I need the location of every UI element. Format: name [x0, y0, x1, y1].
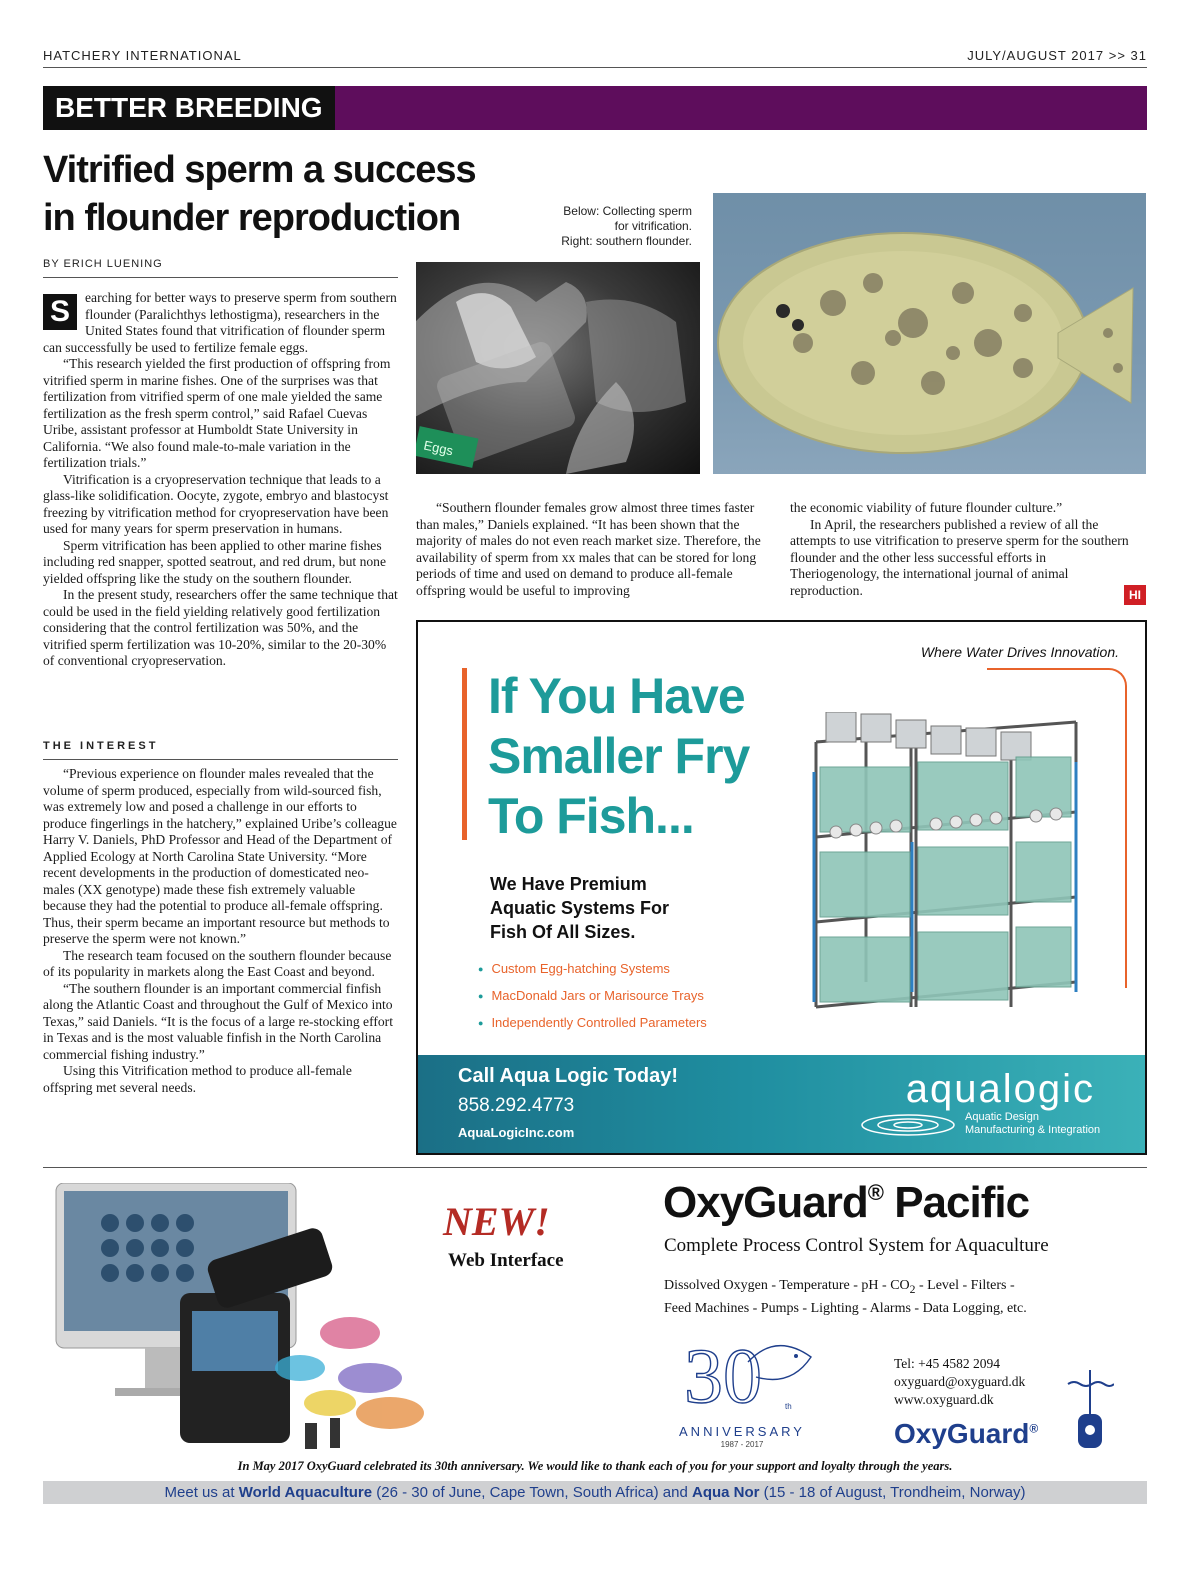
feature-list: Dissolved Oxygen - Temperature - pH - $CO_2$ - Level - Filters - Feed Machines - Pumps - Lighting - Alarms - Data Logging, etc.: [664, 1278, 1027, 1316]
oxyguard-title: OxyGuard® Pacific: [663, 1178, 1030, 1227]
paragraph: “Southern flounder females grow almost three times faster than males,” Daniels explained. “It has been shown that the majority of males do not even reach market size. Therefore, the availability of sperm from xx males that can be stored for long periods of time and used on demand to produce all-female offspring would be useful to improving: [416, 500, 761, 598]
anniversary-label: ANNIVERSARY: [679, 1424, 805, 1439]
list-item: ● Independently Controlled Parameters: [478, 1010, 707, 1037]
photo-caption: Below: Collecting sperm for vitrification. Right: southern flounder.: [561, 204, 692, 248]
logo-subtitle: Aquatic Design Manufacturing & Integration: [965, 1111, 1101, 1136]
article-column-3: [790, 500, 1130, 599]
sperm-collection-photo: [416, 262, 700, 474]
article-column-1: [43, 290, 398, 670]
oxygen-probe-icon: [1066, 1370, 1114, 1452]
contact-info: [894, 1355, 1025, 1409]
accent-bar: [462, 668, 467, 840]
issue-page: JULY/AUGUST 2017 >> 31: [967, 48, 1147, 63]
article-column-2: [416, 500, 771, 599]
paragraph: In the present study, researchers offer the same technique that could be used in the field yielding relatively good fertilization considering that the control fertilization was 50%, and the vitrified sperm fertilization was 10-20%, similar to the 20-30% of conventional cryopreservation.: [43, 587, 398, 668]
web-interface-label: Web Interface: [448, 1250, 564, 1271]
running-head: [43, 48, 1147, 68]
oxyguard-logo: OxyGuard®: [894, 1418, 1039, 1449]
byline: BY ERICH LUENING: [43, 258, 398, 278]
headline-line-1: Vitrified sperm a success: [43, 149, 476, 191]
paragraph: “This research yielded the first production of offspring from vitrified sperm in marine fishes. One of the surprises was that fertilization from vitrified sperm of one male yielded the same fertilization as the fresh sperm control,” said Rafael Cuevas Uribe, assistant professor at Humboldt State University in California. “We also found male-to-male variation in the fertilization trials.”: [43, 356, 391, 470]
water-ripple-icon: [858, 1111, 958, 1141]
list-item: ● Custom Egg-hatching Systems: [478, 956, 707, 983]
drop-cap: S: [43, 294, 77, 330]
aqualogic-ad[interactable]: [416, 620, 1147, 1155]
publication-name: HATCHERY INTERNATIONAL: [43, 48, 242, 63]
headline-line-2: in flounder reproduction: [43, 197, 461, 239]
section-label: BETTER BREEDING: [43, 86, 335, 130]
anniversary-number: 30: [684, 1332, 762, 1419]
email-link[interactable]: oxyguard@oxyguard.dk: [894, 1374, 1026, 1389]
event-banner: Meet us at World Aquaculture (26 - 30 of June, Cape Town, South Africa) and Aqua Nor (15 - 18 of August, Trondheim, Norway): [43, 1481, 1147, 1504]
eggs-label: Eggs: [422, 437, 455, 459]
article-headline: [43, 146, 493, 242]
article-column-1b: [43, 766, 398, 1096]
list-item: ● MacDonald Jars or Marisource Trays: [478, 983, 707, 1010]
paragraph: Vitrification is a cryopreservation technique that leads to a glass-like solidification. Oocyte, zygote, embryo and blastocyst freezing by vitrification method for cryopreservation have been used for many years for sperm preservation in humans.: [43, 471, 389, 536]
paragraph: Using this Vitrification method to produce all-female offspring met several needs.: [43, 1063, 352, 1095]
call-to-action: Call Aqua Logic Today!: [458, 1065, 679, 1087]
aquatic-rack-illustration: [806, 712, 1106, 1012]
ad-subheadline: We Have Premium Aquatic Systems For Fish Of All Sizes.: [490, 874, 670, 942]
paragraph: “The southern flounder is an important commercial finfish along the Atlantic Coast and throughout the Gulf of Mexico into Texas,” said Daniels. “It is the focus of a large re-stocking effort in Texas and is the most valuable finfish in the North Carolina commercial fishing industry.”: [43, 980, 393, 1062]
aqualogic-logo: aqualogic: [905, 1067, 1095, 1111]
paragraph: The research team focused on the southern flounder because of its popularity in markets along the East Coast and beyond.: [43, 947, 392, 979]
paragraph: “Previous experience on flounder males revealed that the volume of sperm produced, especially from wild-sourced fish, was extremely low and posed a challenge in our efforts to produce fingerlings in the hatchery,” explained Uribe’s colleague Harry V. Daniels, PhD Professor and Head of the Department of Applied Ecology at North Carolina State University. “More recent developments in the production of domesticated neo-males (XX genotype) made these fish extremely valuable because they had the potential to produce all-female offspring. Thus, their sperm became an important resource but methods to preserve the sperm were not known.”: [43, 766, 397, 946]
paragraph: S earching for better ways to preserve sperm from southern flounder (Paralichthys lethostigma), researchers in the United States found that vitrification of flounder sperm can successfully be used to fertilize female eggs.: [43, 290, 397, 355]
anniversary-note: In May 2017 OxyGuard celebrated its 30th anniversary. We would like to thank each of you for your support and loyalty through the years.: [237, 1459, 953, 1473]
oxyguard-subtitle: Complete Process Control System for Aquaculture: [664, 1235, 1049, 1256]
paragraph: Sperm vitrification has been applied to other marine fishes including red snapper, spotted seatrout, and red drum, but none yielded offspring like the study on the southern flounder.: [43, 537, 386, 586]
southern-flounder-photo: [713, 193, 1146, 474]
paragraph: In April, the researchers published a review of all the attempts to use vitrification to preserve sperm for the southern flounder and the other less successful efforts in Theriogenology, the international journal of animal reproduction.: [790, 516, 1129, 598]
divider: [43, 1167, 1147, 1168]
feature-list: [478, 956, 707, 1037]
ad-tagline: Where Water Drives Innovation.: [920, 644, 1119, 660]
anniversary-suffix: th: [785, 1402, 792, 1411]
end-mark-logo: HI: [1124, 585, 1146, 605]
ad-footer: [418, 1055, 1145, 1153]
subhead: THE INTEREST: [43, 740, 398, 760]
paragraph: the economic viability of future flounder culture.”: [790, 500, 1063, 515]
section-banner: [43, 86, 1147, 130]
anniversary-years: 1987 - 2017: [720, 1440, 764, 1449]
ad-headline: If You Have Smaller Fry To Fish...: [488, 668, 750, 844]
anniversary-logo: [676, 1332, 816, 1422]
website-link[interactable]: www.oxyguard.dk: [894, 1392, 994, 1407]
phone-number[interactable]: 858.292.4773: [458, 1095, 575, 1116]
telephone[interactable]: Tel: +45 4582 2094: [894, 1356, 1001, 1371]
oxyguard-product-illustration: [50, 1183, 440, 1453]
website-link[interactable]: AquaLogicInc.com: [458, 1125, 575, 1140]
new-badge: NEW!: [443, 1199, 550, 1244]
